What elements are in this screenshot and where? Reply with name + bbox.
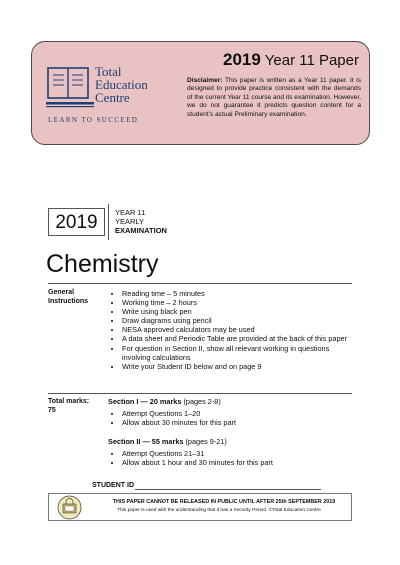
header-divider [108, 204, 109, 240]
disclaimer-label: Disclaimer: [187, 77, 223, 84]
security-notice [48, 493, 352, 521]
general-heading-line-1: General [48, 289, 75, 296]
section-2-pages: (pages 9-21) [185, 437, 227, 446]
section-1-pages: (pages 2-8) [183, 397, 221, 406]
divider-rule [48, 393, 352, 394]
list-item: • Attempt Questions 1–20 [122, 409, 348, 418]
security-badge-icon [57, 495, 82, 520]
disclaimer [187, 77, 361, 139]
section-2-title: Section II — 55 marks [108, 437, 184, 446]
security-notice-heading: THIS PAPER CANNOT BE RELEASED IN PUBLIC UNTIL AFTER 25th SEPTEMBER 2019 [112, 499, 336, 505]
exam-label-examination: EXAMINATION [115, 226, 167, 235]
divider-rule [48, 283, 352, 284]
student-id-field[interactable] [135, 489, 321, 490]
section-2-block [108, 437, 348, 467]
logo-wordmark [95, 65, 148, 104]
exam-label-year: YEAR 11 [115, 208, 146, 217]
disclaimer-text: This paper is written as a Year 11 paper. It is designed to provide practice consistent with the demands of the current Year 11 course and its examination. However, we do not guarantee it predicts question content for a student's actual Preliminary examination. [187, 77, 361, 118]
logo-line-1: Total [95, 64, 122, 79]
section-1-title: Section I — 20 marks [108, 397, 182, 406]
open-book-icon [46, 62, 94, 114]
section-1-heading [108, 397, 348, 407]
list-item: • Write using black pen [122, 307, 348, 316]
list-item: • Draw diagrams using pencil [122, 316, 348, 325]
logo-line-2: Education [95, 77, 148, 92]
section-2-heading [108, 437, 348, 447]
student-id-label: STUDENT ID [92, 482, 134, 489]
general-instructions-list [108, 289, 348, 371]
list-item: • A data sheet and Periodic Table are provided at the back of this paper [122, 334, 348, 343]
total-marks-value: 75 [48, 407, 56, 414]
security-notice-text: This paper is used with the understanding that it has a Security Period. ©Total Education Centre [117, 508, 321, 513]
list-item: • Attempt Questions 21–31 [122, 449, 348, 458]
list-item: • NESA approved calculators may be used [122, 325, 348, 334]
banner-title-rest: Year 11 Paper [264, 52, 359, 69]
exam-label-yearly: YEARLY [115, 217, 145, 226]
list-item: • Working time – 2 hours [122, 298, 348, 307]
header-banner [31, 41, 370, 145]
exam-label [115, 208, 167, 235]
exam-year-box: 2019 [48, 208, 105, 236]
subject-title: Chemistry [46, 250, 159, 278]
total-marks-label: Total marks: [48, 398, 90, 405]
tec-logo [46, 62, 181, 132]
list-item: • Reading time – 5 minutes [122, 289, 348, 298]
banner-year: 2019 [223, 50, 261, 69]
list-item: • For question in Section II, show all relevant working in questions involving calculations [122, 344, 348, 362]
logo-line-3: Centre [95, 90, 130, 105]
logo-tagline: LEARN TO SUCCEED [48, 116, 139, 124]
banner-title [223, 50, 359, 70]
total-marks-heading [48, 397, 89, 415]
general-heading-line-2: Instructions [48, 298, 89, 305]
general-instructions-heading [48, 288, 88, 306]
list-item: • Allow about 1 hour and 30 minutes for this part [122, 458, 348, 467]
list-item: • Allow about 30 minutes for this part [122, 418, 348, 427]
section-1-block [108, 397, 348, 427]
list-item: • Write your Student ID below and on page 9 [122, 362, 348, 371]
